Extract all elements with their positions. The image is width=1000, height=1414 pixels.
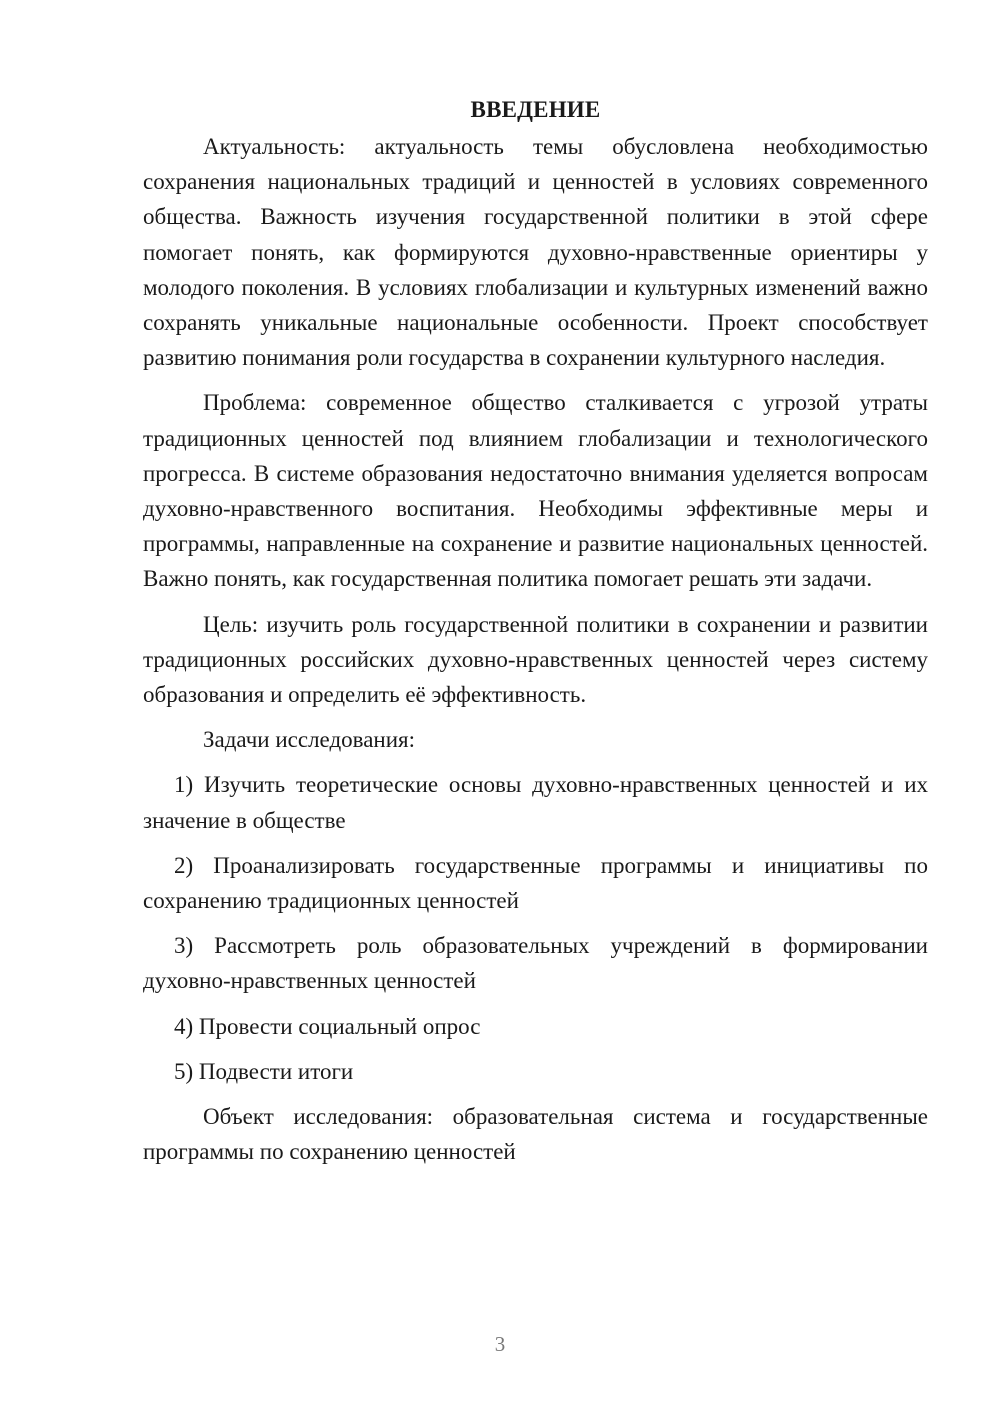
page-number: 3: [494, 1332, 506, 1356]
list-item: 5) Подвести итоги: [174, 1058, 354, 1084]
paragraph-object: Объект исследования: образовательная система и государственные программы по сохранению ценностей: [143, 1104, 928, 1165]
paragraph-problem: Проблема: современное общество сталкивается с угрозой утраты традиционных ценностей под влиянием глобализации и технологического прогресса. В системе образования недостаточно внимания уделяется вопросам духовно-нравственного воспитания. Необходимы эффективные меры и программы, направленные на сохранение и развитие национальных ценностей. Важно понять, как государственная политика помогает решать эти задачи.: [143, 390, 928, 592]
paragraph-tasks-heading: Задачи исследования:: [203, 727, 416, 753]
paragraph-goal: Цель: изучить роль государственной политики в сохранении и развитии традиционных российских духовно-нравственных ценностей через систему образования и определить её эффективность.: [143, 611, 928, 708]
document-page: [143, 92, 928, 1179]
list-item: 2) Проанализировать государственные программы и инициативы по сохранению традиционных ценностей: [143, 852, 928, 914]
list-item: 4) Провести социальный опрос: [174, 1013, 481, 1039]
page-title: ВВЕДЕНИЕ: [470, 97, 601, 122]
list-item: 1) Изучить теоретические основы духовно-нравственных ценностей и их значение в обществе: [143, 772, 928, 833]
list-item: 3) Рассмотреть роль образовательных учреждений в формировании духовно-нравственных ценностей: [143, 933, 928, 994]
paragraph-relevance: Актуальность: актуальность темы обусловлена необходимостью сохранения национальных традиций и ценностей в условиях современного общества. Важность изучения государственной политики в этой сфере помогает понять, как формируются духовно-нравственные ориентиры у молодого поколения. В условиях глобализации и культурных изменений важно сохранять уникальные национальные особенности. Проект способствует развитию понимания роли государства в сохранении культурного наследия.: [143, 134, 928, 371]
tasks-list: [143, 767, 928, 1089]
